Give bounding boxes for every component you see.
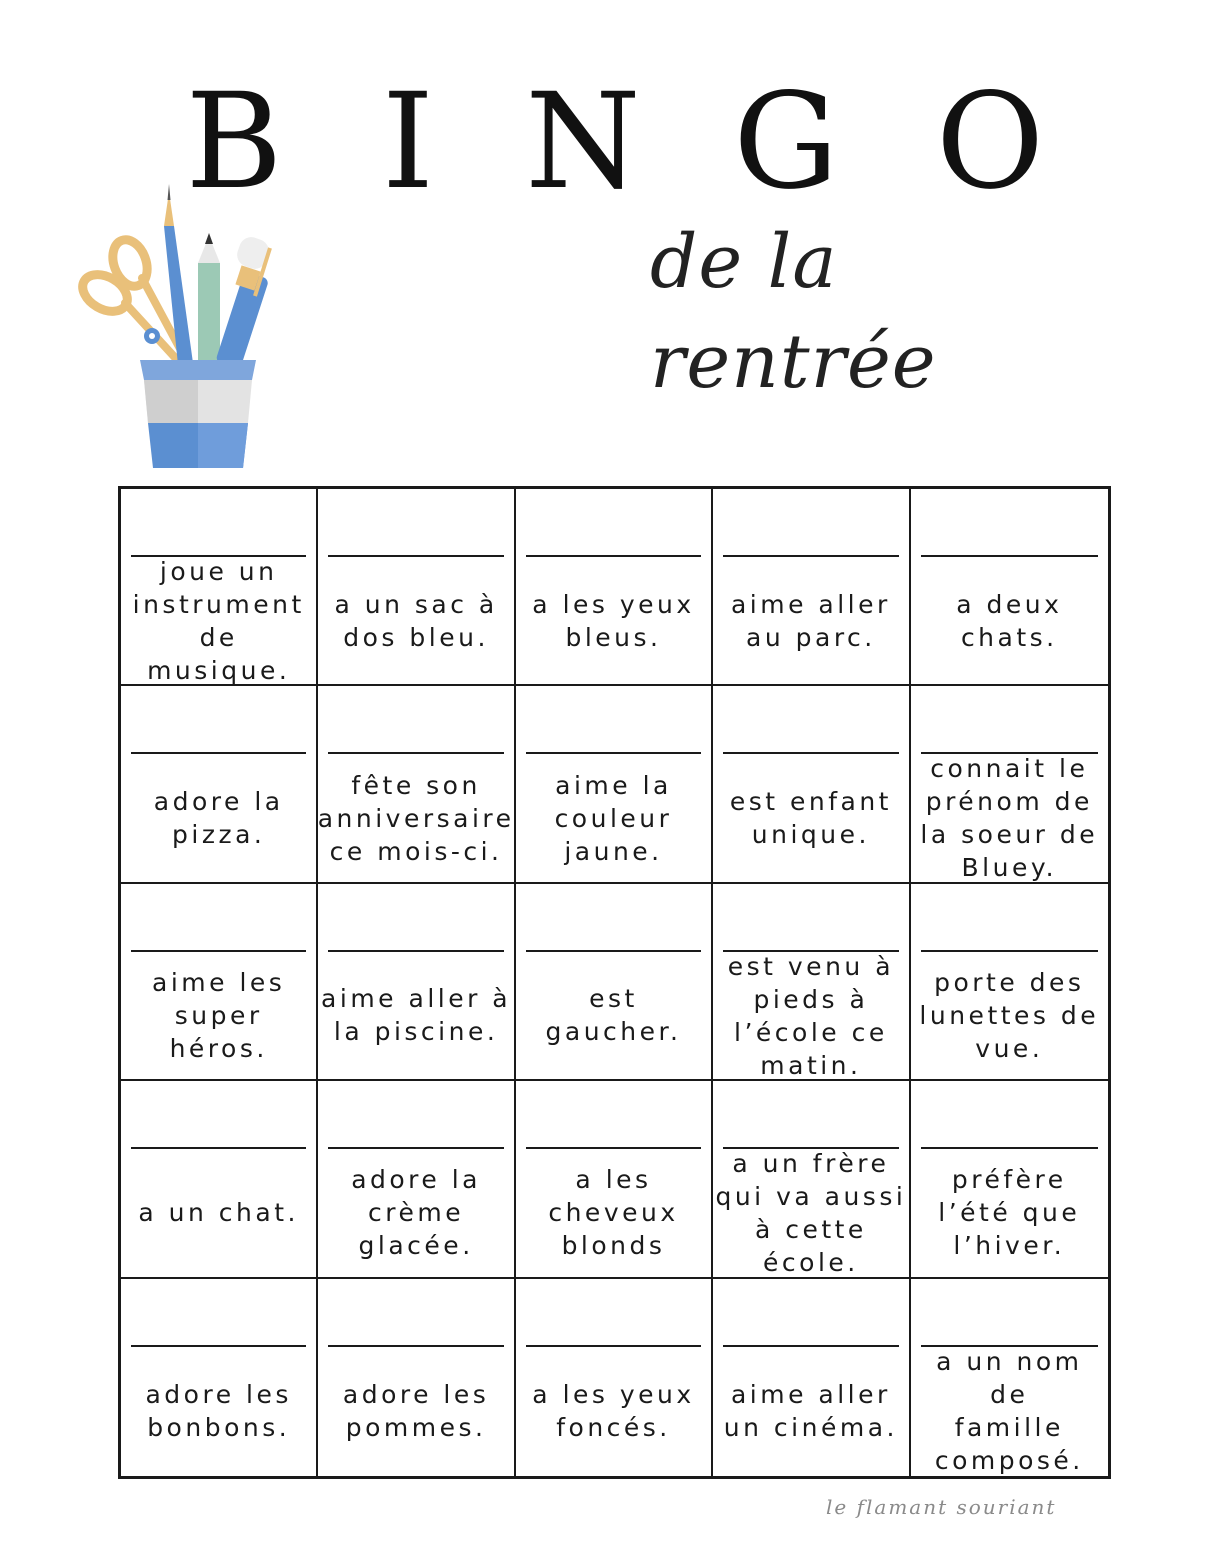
cell-text: adore les pommes. [342, 1380, 490, 1443]
bingo-cell[interactable] [516, 686, 713, 883]
bingo-grid [118, 486, 1111, 1479]
mint-pencil-icon [198, 233, 220, 363]
subtitle: de la rentrée [650, 219, 937, 405]
title-letter-i: I [381, 65, 435, 219]
name-line [526, 1147, 701, 1149]
bingo-cell[interactable] [516, 489, 713, 686]
cell-text: a un frère qui va aussi à cette école. [715, 1148, 907, 1277]
bingo-cell[interactable] [713, 1081, 910, 1278]
name-line [131, 752, 306, 754]
name-line [328, 555, 503, 557]
name-line [921, 1147, 1098, 1149]
cell-text: est gaucher. [545, 984, 682, 1047]
name-line [131, 1147, 306, 1149]
title-letter-g: G [733, 65, 839, 219]
name-line [526, 950, 701, 952]
name-line [723, 1345, 898, 1347]
name-line [921, 950, 1098, 952]
bingo-cell[interactable] [516, 1279, 713, 1476]
cell-text: joue un instrument de musique. [132, 556, 305, 685]
title-letter-b: B [185, 65, 283, 219]
name-line [526, 752, 701, 754]
cell-text: a un nom de famille composé. [934, 1347, 1084, 1476]
cell-text: préfère l’été que l’hiver. [938, 1165, 1081, 1261]
cell-text: a un sac à dos bleu. [334, 589, 498, 652]
bingo-cell[interactable] [713, 884, 910, 1081]
cell-text: aime aller à la piscine. [321, 984, 512, 1047]
name-line [328, 752, 503, 754]
brand-signature: le flamant souriant [826, 1495, 1057, 1519]
cell-text: connait le prénom de la soeur de Bluey. [920, 754, 1099, 883]
bingo-cell[interactable] [713, 489, 910, 686]
bingo-cell[interactable] [911, 884, 1108, 1081]
bingo-cell[interactable] [318, 489, 515, 686]
name-line [328, 950, 503, 952]
bingo-cell[interactable] [516, 884, 713, 1081]
bingo-cell[interactable] [318, 1279, 515, 1476]
blue-pencil-icon [164, 184, 193, 365]
bingo-cell[interactable] [121, 686, 318, 883]
name-line [328, 1345, 503, 1347]
bingo-cell[interactable] [318, 884, 515, 1081]
name-line [723, 555, 898, 557]
cell-text: a les cheveux blonds [548, 1165, 679, 1261]
bingo-cell[interactable] [121, 1081, 318, 1278]
bingo-cell[interactable] [121, 884, 318, 1081]
pencil-cup-icon [70, 178, 300, 478]
name-line [131, 1345, 306, 1347]
title-letter-n: N [525, 65, 641, 219]
bingo-cell[interactable] [911, 1081, 1108, 1278]
bingo-cell[interactable] [318, 1081, 515, 1278]
name-line [328, 1147, 503, 1149]
name-line [526, 555, 701, 557]
cell-text: porte des lunettes de vue. [919, 967, 1100, 1063]
bingo-cell[interactable] [911, 686, 1108, 883]
cell-text: adore les bonbons. [145, 1380, 292, 1443]
bingo-cell[interactable] [911, 489, 1108, 686]
bingo-cell[interactable] [713, 686, 910, 883]
name-line [723, 752, 898, 754]
bingo-cell[interactable] [516, 1081, 713, 1278]
bingo-cell[interactable] [121, 489, 318, 686]
cell-text: a deux chats. [956, 589, 1063, 652]
cell-text: a les yeux bleus. [532, 589, 695, 652]
bingo-cell[interactable] [121, 1279, 318, 1476]
cell-text: aime les super héros. [152, 967, 286, 1063]
bingo-cell[interactable] [318, 686, 515, 883]
bingo-cell[interactable] [911, 1279, 1108, 1476]
cell-text: aime aller au parc. [730, 589, 891, 652]
title-letter-o: O [935, 65, 1045, 219]
cell-text: adore la crème glacée. [351, 1165, 481, 1261]
cell-text: aime la couleur jaune. [554, 770, 673, 866]
cell-text: a les yeux foncés. [532, 1380, 695, 1443]
glue-icon [215, 234, 272, 370]
bingo-cell[interactable] [713, 1279, 910, 1476]
cell-text: est venu à pieds à l’école ce matin. [727, 951, 895, 1080]
cell-text: aime aller un cinéma. [723, 1380, 898, 1443]
cell-text: est enfant unique. [729, 787, 892, 850]
name-line [921, 555, 1098, 557]
name-line [131, 950, 306, 952]
cell-text: adore la pizza. [153, 787, 284, 850]
name-line [526, 1345, 701, 1347]
cell-text: a un chat. [138, 1198, 299, 1228]
cup-icon [140, 360, 256, 468]
cell-text: fête son anniversaire ce mois-ci. [317, 770, 515, 866]
